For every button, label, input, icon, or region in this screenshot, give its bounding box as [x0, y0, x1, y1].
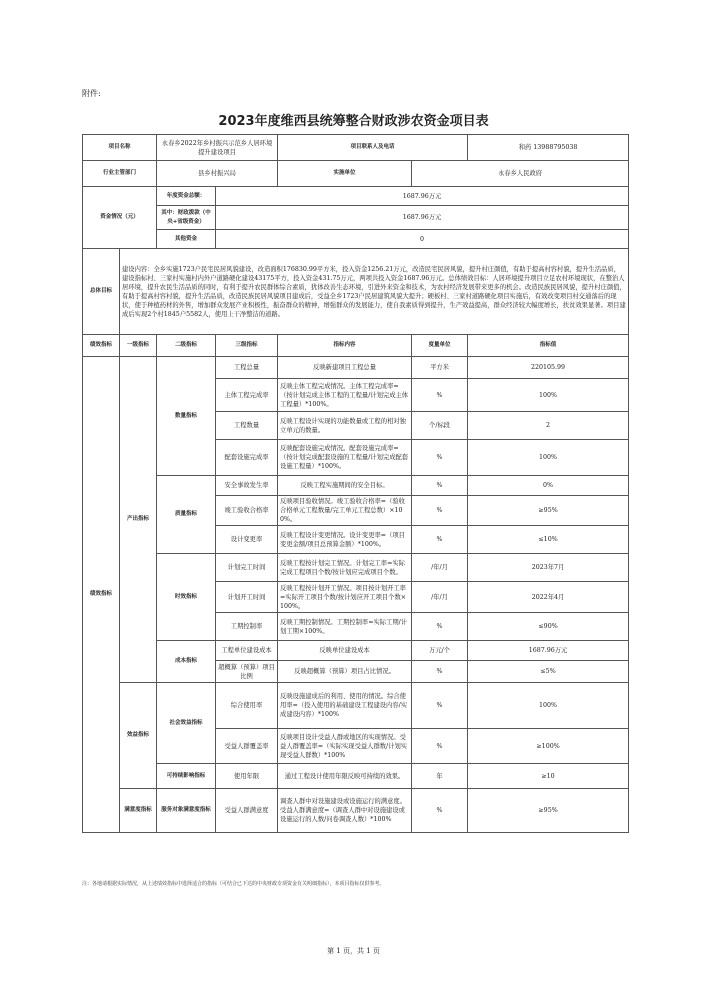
table-row	[83, 554, 629, 582]
footnote: 注：各地请根据实际情况，从上述绩效指标中选择适合的指标（可结合已下达的中央财政专项资金有关明细指标），本项目指标仅供参考。	[82, 881, 385, 887]
funds-total-label: 年度资金总额：	[157, 187, 216, 206]
overall-label: 总体目标	[83, 249, 120, 335]
indicator-name: 使用年限	[216, 764, 278, 789]
indicator-name: 计划完工时间	[216, 554, 278, 582]
funds-total-value: 1687.96万元	[216, 187, 629, 206]
page-number: 第 1 页，共 1 页	[327, 947, 380, 955]
indicator-unit: 年	[412, 764, 468, 789]
project-table	[82, 134, 629, 833]
indicator-name: 设计变更率	[216, 526, 278, 554]
indicator-value: 1687.96万元	[468, 641, 629, 661]
indicator-unit: %	[412, 729, 468, 764]
indicator-unit: %	[412, 440, 468, 476]
indicator-value: 100%	[468, 379, 629, 412]
header-unit: 度量单位	[412, 335, 468, 357]
indicator-value: 100%	[468, 683, 629, 729]
indicator-name: 工程单位建设成本	[216, 641, 278, 661]
indicator-content: 反映工程实施期间的安全目标。	[278, 476, 412, 496]
header-perf: 绩效指标	[83, 335, 120, 357]
indicator-unit: %	[412, 613, 468, 641]
project-name-label: 项目名称	[83, 135, 157, 161]
indicator-content: 反映主体工程完成情况。主体工程完成率=（按计划完成主体工程的工程量/计划完成主体工程量）*100%。	[278, 379, 412, 412]
indicator-unit: %	[412, 789, 468, 833]
impl-label: 实施单位	[278, 161, 412, 187]
indicator-name: 受益人群覆盖率	[216, 729, 278, 764]
indicator-name: 主体工程完成率	[216, 379, 278, 412]
indicator-name: 受益人群满意度	[216, 789, 278, 833]
indicator-content: 反映工程设计变更情况。设计变更率=（项目变更金额/项目总预算金额）*100%。	[278, 526, 412, 554]
indicator-content: 反映配套设施完成情况。配套设施完成率=（按计划完成配套设施的工程量/计划完成配套设施工程量）*100%。	[278, 440, 412, 476]
indicator-value: 2022年4月	[468, 582, 629, 613]
funds-fiscal-label: 其中：财政拨款（中央+省级资金）	[157, 206, 216, 230]
header-level3: 三级指标	[216, 335, 278, 357]
indicator-unit: /年/月	[412, 554, 468, 582]
table-row	[83, 357, 629, 379]
indicator-unit: %	[412, 476, 468, 496]
table-row	[83, 764, 629, 789]
header-value: 指标值	[468, 335, 629, 357]
page-title: 2023年度维西县统筹整合财政涉农资金项目表	[218, 114, 489, 129]
indicator-unit: 万元/个	[412, 641, 468, 661]
indicator-value: ≥95%	[468, 789, 629, 833]
table-row	[83, 789, 629, 833]
indicator-unit: %	[412, 661, 468, 683]
indicator-name: 工期控制率	[216, 613, 278, 641]
indicator-value: 100%	[468, 440, 629, 476]
indicator-content: 反映工程设计实现的功能数量或工程的相对独立单元的数量。	[278, 412, 412, 440]
indicator-content: 反映项目验收情况。竣工验收合格率=（验收合格单元工程数量/完工单元工程总数）×100%。	[278, 496, 412, 526]
table-row	[83, 683, 629, 729]
header-level1: 一级指标	[120, 335, 157, 357]
indicator-value: ≤90%	[468, 613, 629, 641]
indicator-unit: %	[412, 496, 468, 526]
level2-cost: 成本指标	[157, 641, 216, 683]
indicator-name: 超概算（预算）项目比例	[216, 661, 278, 683]
indicator-value: ≤5%	[468, 661, 629, 683]
indicator-unit: %	[412, 379, 468, 412]
indicator-value: 220105.99	[468, 357, 629, 379]
indicator-content: 反映项目设计受益人群或地区的实现情况。受益人群覆盖率=（实际实现受益人群数/计划实现受益人群数）*100%	[278, 729, 412, 764]
indicator-content: 反映设施建成后的利用、使用的情况。综合使用率=（投入使用的基础建设工程建设内容/实成建设内容）*100%	[278, 683, 412, 729]
indicator-value: ≥100%	[468, 729, 629, 764]
header-level2: 二级指标	[157, 335, 216, 357]
level2-timeliness: 时效指标	[157, 554, 216, 641]
indicator-name: 工程总量	[216, 357, 278, 379]
header-content: 指标内容	[278, 335, 412, 357]
indicator-content: 反映工程按计划开工情况。项目按计划开工率=实际开工项目个数/按计划应开工项目个数×100%。	[278, 582, 412, 613]
indicator-value: 2	[468, 412, 629, 440]
table-row	[83, 641, 629, 661]
indicator-value: ≤10%	[468, 526, 629, 554]
indicator-value: 0%	[468, 476, 629, 496]
funds-fiscal-value: 1687.96万元	[216, 206, 629, 230]
impl-value: 永春乡人民政府	[412, 161, 629, 187]
indicator-content: 反映单位建设成本	[278, 641, 412, 661]
level2-service: 服务对象满意度指标	[157, 789, 216, 833]
level2-quality: 质量指标	[157, 476, 216, 554]
indicator-name: 安全事故发生率	[216, 476, 278, 496]
indicator-unit: %	[412, 526, 468, 554]
dept-value: 县乡村振兴局	[157, 161, 278, 187]
indicator-content: 通过工程设计使用年限反映可持续的效果。	[278, 764, 412, 789]
indicator-name: 计划开工时间	[216, 582, 278, 613]
attachment-label: 附件:	[82, 89, 101, 98]
indicator-unit: 平方米	[412, 357, 468, 379]
dept-label: 行业主管部门	[83, 161, 157, 187]
indicator-name: 配套设施完成率	[216, 440, 278, 476]
indicator-name: 竣工验收合格率	[216, 496, 278, 526]
project-name-value: 永春乡2022年乡村振兴示范乡人居环境提升建设项目	[157, 135, 278, 161]
indicator-content: 反映工期控制情况。工期控制率=实际工期/计划工期×100%。	[278, 613, 412, 641]
level1-satisfaction: 满意度指标	[120, 789, 157, 833]
level2-sustain: 可持续影响指标	[157, 764, 216, 789]
table-row	[83, 476, 629, 496]
funds-other-value: 0	[216, 230, 629, 249]
indicator-content: 反映超概算（预算）项目占比情况。	[278, 661, 412, 683]
indicator-unit: 个/标段	[412, 412, 468, 440]
level1-benefit: 效益指标	[120, 683, 157, 789]
indicator-name: 工程数量	[216, 412, 278, 440]
indicator-value: ≥95%	[468, 496, 629, 526]
indicator-value: 2023年7月	[468, 554, 629, 582]
indicator-unit: %	[412, 683, 468, 729]
indicator-content: 调查人群中对设施建设或设施运行的满意度。受益人群满意度=（调查人群中对设施建设或设施运行的人数/问卷调查人数）*100%	[278, 789, 412, 833]
indicator-value: ≥10	[468, 764, 629, 789]
funds-other-label: 其他资金	[157, 230, 216, 249]
level1-output: 产出指标	[120, 357, 157, 683]
level2-quantity: 数量指标	[157, 357, 216, 476]
indicator-unit: /年/月	[412, 582, 468, 613]
level0-label: 绩效指标	[83, 357, 120, 833]
indicator-content: 反映工程按计划完工情况。计划完工率=实际完成工程项目个数/按计划应完成项目个数。	[278, 554, 412, 582]
indicator-name: 综合使用率	[216, 683, 278, 729]
overall-text: 建设内容：全乡实施1723户民宅民居风貌建设，改造面积176830.99平方米，投入资金1256.21万元，改造民宅民居风貌，提升村庄颜值，有助于提高村容村貌，提升生活品质，建设指标村、三家村实施村内外户道路硬化建设43175平方，投入资金431.75万元，两项共投入资金1687.96万元。总体绩效目标：人居环境提升项目立足农村环境现状，在整治人居环境，提升农民生活品质的同时，有利于提升农民群体综合素质，犹体改善生态环境，引进外来资金和技术，为农村经济发展带来更多的机会。改造民族民居风貌，提升村庄颜值，有助于提高村容村貌，提升生活品质，改造民族民居风貌项目建成后，受益全乡1723户民居建筑风貌大提升；硬板村、三家村道路硬化项目实施后，有效改变项目村交通落后的现状，使于种植药材的外售，增加群众发展产业积极性，振奋群众的精神，增强群众的发展能力，使自我素质得到提升，生产效益提高，群众经济较大幅度增长，扶贫效果显著。项目建成后实现2个村1845户5582人，使用上干净整洁的道路。	[120, 249, 629, 335]
indicator-content: 反映新建项目工程总量	[278, 357, 412, 379]
contact-value: 和药 13988795038	[468, 135, 629, 161]
funds-label: 资金情况（元）	[83, 187, 157, 249]
level2-social: 社会效益指标	[157, 683, 216, 764]
contact-label: 项目联系人及电话	[278, 135, 468, 161]
